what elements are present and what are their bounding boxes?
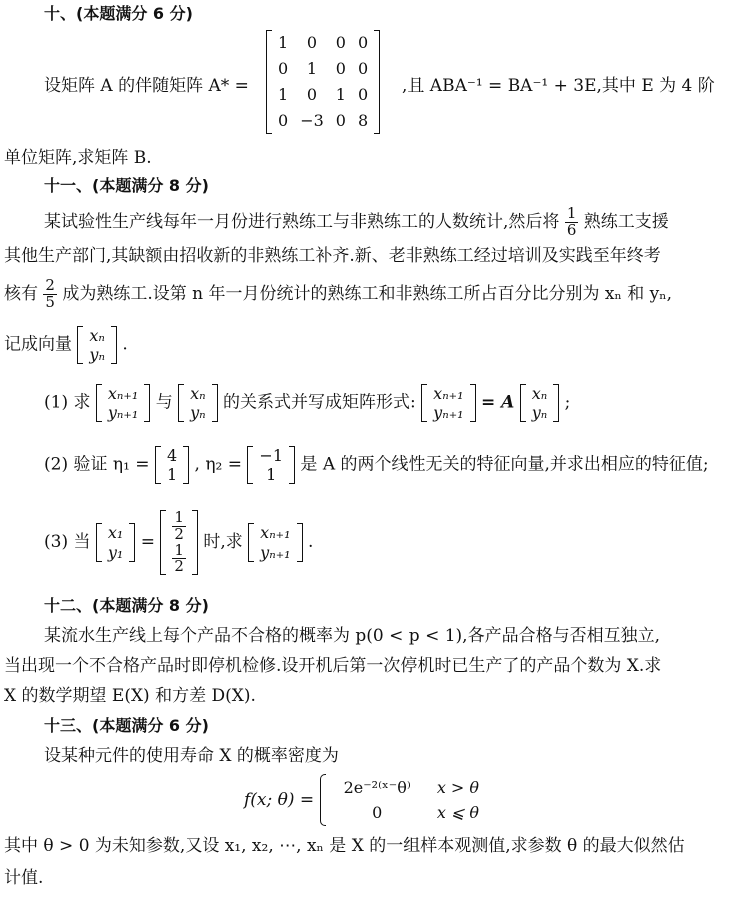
matrix-entry: 1 bbox=[278, 33, 289, 53]
frac-den: 5 bbox=[45, 292, 55, 311]
frac-num: 2 bbox=[45, 276, 55, 294]
q11-text: 与 bbox=[155, 392, 173, 413]
q10-line2: 单位矩阵,求矩阵 B. bbox=[4, 148, 152, 168]
q13-title: 十三、(本题满分 6 分) bbox=[44, 716, 209, 735]
vec-entry: 1 bbox=[166, 465, 178, 485]
q11-text: 时,求 bbox=[203, 532, 243, 552]
eta2-vector bbox=[247, 446, 295, 484]
q11-text: 是 A 的两个线性无关的特征向量,并求出相应的特征值; bbox=[300, 454, 709, 475]
q11-sub3: (3) 当 x₁ y₁ = $\frac{1}{2}$ $\frac{1}{2}$ 时,求 xₙ₊₁ yₙ₊₁ . bbox=[44, 508, 314, 576]
eta1-vector bbox=[155, 446, 189, 484]
matrix-entry: −3 bbox=[300, 111, 324, 131]
vector-xn-yn bbox=[77, 326, 117, 364]
q12-para2: 当出现一个不合格产品时即停机检修.设开机后第一次停机时已生产了的产品个数为 X.求 bbox=[4, 656, 662, 676]
matrix-entry: 0 bbox=[335, 33, 346, 53]
case-condition: x ⩽ θ bbox=[436, 803, 480, 823]
q10-post: ,且 ABA⁻¹ = BA⁻¹ + 3E,其中 E 为 4 阶 bbox=[402, 76, 715, 96]
q11-text: 某试验性生产线每年一月份进行熟练工与非熟练工的人数统计,然后将 bbox=[44, 211, 560, 232]
matrix-entry: 0 bbox=[306, 85, 318, 105]
q11-text: 熟练工支援 bbox=[583, 211, 669, 232]
vec-entry: xₙ₊₁ bbox=[107, 384, 139, 403]
frac-num: 1 bbox=[566, 204, 577, 222]
vec-entry: x₁ bbox=[107, 523, 124, 543]
vec-entry: 4 bbox=[166, 446, 178, 465]
fraction-half bbox=[172, 540, 186, 576]
q10-pre: 设矩阵 A 的伴随矩阵 A* = bbox=[44, 76, 249, 96]
q11-sub1: (1) 求 xₙ₊₁ yₙ₊₁ 与 xₙ yₙ 的关系式并写成矩阵形式: xₙ₊₁ yₙ₊₁ = A xₙ yₙ ; bbox=[44, 384, 571, 423]
matrix-entry: 0 bbox=[278, 111, 289, 131]
q11-text: = A bbox=[480, 392, 515, 413]
case-value: 0 bbox=[372, 803, 383, 823]
q11-para1 bbox=[44, 206, 669, 239]
q10-title: 十、(本题满分 6 分) bbox=[44, 4, 193, 23]
matrix-entry: 0 bbox=[335, 59, 346, 79]
vec-entry: yₙ bbox=[531, 403, 548, 423]
q11-title: 十一、(本题满分 8 分) bbox=[44, 176, 209, 195]
q11-text: = bbox=[140, 532, 155, 552]
q11-text: 核有 bbox=[4, 283, 38, 304]
vector-xn1-yn1 bbox=[96, 384, 150, 422]
vec-entry: 1 bbox=[266, 465, 277, 485]
frac-den: 6 bbox=[566, 220, 577, 239]
case-value: 2e⁻²⁽ˣ⁻θ⁾ bbox=[343, 778, 411, 797]
q12-para1: 某流水生产线上每个产品不合格的概率为 p(0 < p < 1),各产品合格与否相互独立, bbox=[44, 626, 660, 646]
vec-entry: xₙ bbox=[531, 384, 548, 403]
matrix-entry: 0 bbox=[335, 111, 346, 131]
matrix-entry: 1 bbox=[278, 85, 289, 105]
q11-text: (2) 验证 η₁ = bbox=[44, 454, 150, 475]
q12-para3: X 的数学期望 E(X) 和方差 D(X). bbox=[4, 686, 256, 706]
q13-density bbox=[244, 774, 493, 826]
vec-entry: −1 bbox=[259, 446, 284, 465]
q13-para3: 计值. bbox=[4, 868, 44, 888]
frac-num: 1 bbox=[174, 540, 184, 559]
q11-text: (1) 求 bbox=[44, 392, 91, 413]
frac-num: 1 bbox=[174, 508, 184, 526]
vec-entry: yₙ₊₁ bbox=[433, 403, 464, 423]
q11-sub2 bbox=[44, 446, 709, 484]
q11-para2: 其他生产部门,其缺额由招收新的非熟练工补齐.新、老非熟练工经过培训及实践至年终考 bbox=[4, 246, 661, 266]
fraction-two-fifths bbox=[43, 278, 57, 311]
vec-entry: yₙ₊₁ bbox=[107, 403, 139, 423]
matrix-entry: 8 bbox=[357, 111, 369, 131]
q13-para1: 设某种元件的使用寿命 X 的概率密度为 bbox=[44, 746, 339, 766]
q12-title: 十二、(本题满分 8 分) bbox=[44, 596, 209, 615]
q11-para3 bbox=[4, 278, 672, 311]
q11-text: 的关系式并写成矩阵形式: bbox=[223, 392, 416, 413]
vector-x1-y1 bbox=[96, 523, 135, 561]
q11-text: 成为熟练工.设第 n 年一月份统计的熟练工和非熟练工所占百分比分别为 xₙ 和 yₙ, bbox=[62, 283, 673, 304]
q11-text: , η₂ = bbox=[194, 454, 243, 475]
vector-xn1-yn1 bbox=[248, 523, 302, 561]
vector-xn-yn bbox=[520, 384, 560, 422]
q13-para2: 其中 θ > 0 为未知参数,又设 x₁, x₂, ⋯, xₙ 是 X 的一组样本观测值,求参数 θ 的最大似然估 bbox=[4, 836, 685, 856]
matrix-entry: 0 bbox=[306, 33, 318, 53]
vector-xn-yn bbox=[178, 384, 218, 422]
case-condition: x > θ bbox=[436, 778, 480, 797]
fraction-one-sixth bbox=[565, 206, 579, 239]
matrix-entry: 0 bbox=[357, 33, 369, 53]
adjoint-matrix bbox=[266, 30, 380, 134]
vector-half-half bbox=[160, 510, 198, 575]
density-lhs: f(x; θ) = bbox=[244, 789, 315, 810]
vec-entry: yₙ bbox=[190, 403, 206, 423]
matrix-entry: 0 bbox=[278, 59, 289, 79]
matrix-entry: 0 bbox=[357, 85, 369, 105]
piecewise-brace bbox=[320, 774, 493, 826]
vec-entry: y₁ bbox=[107, 542, 124, 562]
vec-entry: xₙ₊₁ bbox=[433, 384, 464, 403]
vec-entry: xₙ bbox=[89, 326, 105, 345]
matrix-entry: 1 bbox=[306, 59, 318, 79]
fraction-half bbox=[172, 510, 186, 543]
q11-text: 记成向量 bbox=[4, 334, 72, 355]
q11-para4: 记成向量 xₙ yₙ . bbox=[4, 326, 128, 365]
matrix-entry: 0 bbox=[357, 59, 369, 79]
vec-entry: xₙ bbox=[190, 384, 206, 403]
frac-den: 2 bbox=[174, 557, 184, 576]
matrix-entry: 1 bbox=[335, 85, 346, 105]
q11-text: (3) 当 bbox=[44, 532, 91, 552]
frac-den: 2 bbox=[174, 524, 184, 543]
vec-entry: yₙ bbox=[89, 345, 105, 365]
vector-xn1-yn1 bbox=[421, 384, 475, 422]
vec-entry: yₙ₊₁ bbox=[260, 542, 291, 562]
vec-entry: xₙ₊₁ bbox=[260, 523, 291, 543]
